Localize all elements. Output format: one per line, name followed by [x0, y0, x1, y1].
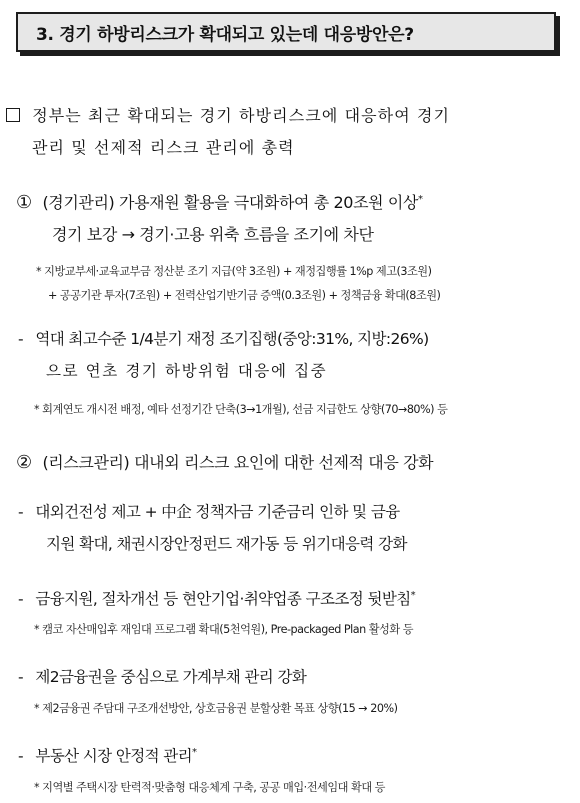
section1-bullet-1-note-text: * 회계연도 개시전 배정, 예타 선정기간 단축(3→1개월), 선금 지급한도 상향(70→80%) 등 [34, 403, 448, 416]
section-title: 3. 경기 하방리스크가 확대되고 있는데 대응방안은? [36, 24, 414, 45]
section2-bullet-1-text-1: 대외건전성 제고 + 中企 정책자금 기준금리 인하 및 금융 [35, 503, 400, 521]
dash-bullet: - [18, 503, 23, 521]
section2-heading-text-1: (리스크관리) 대내외 리스크 요인에 대한 선제적 대응 강화 [42, 453, 434, 472]
dash-bullet: - [18, 747, 23, 765]
dash-bullet: - [18, 590, 23, 608]
section1-heading-line-1 [16, 190, 423, 213]
section1-bullet-1-line-1 [18, 327, 429, 349]
section2-bullet-1-text-2: 지원 확대, 채권시장안정펀드 재가동 등 위기대응력 강화 [46, 535, 407, 553]
section1-heading-text-2: 경기 보강 → 경기·고용 위축 흐름을 조기에 차단 [52, 225, 374, 244]
section1-note-line-1 [36, 263, 431, 279]
section2-bullet-4-footnote-mark: * [192, 747, 197, 758]
section-title-box [16, 12, 556, 52]
section2-bullet-2-line-1 [18, 587, 415, 609]
section1-note-text-1: * 지방교부세·교육교부금 정산분 조기 지급(약 3조원) + 재정집행률 1%p 제고(3조원) [36, 265, 432, 278]
dash-bullet: - [18, 330, 23, 348]
section1-heading-text-1: (경기관리) 가용재원 활용을 극대화하여 총 20조원 이상 [42, 193, 418, 212]
section1-footnote-mark: * [417, 194, 423, 205]
section1-bullet-1-line-2 [46, 359, 327, 381]
intro-line-2 [32, 135, 295, 158]
section2-bullet-1-line-1 [18, 500, 400, 522]
intro-text-1: 정부는 최근 확대되는 경기 하방리스크에 대응하여 경기 [32, 106, 451, 125]
intro-text-2: 관리 및 선제적 리스크 관리에 총력 [32, 138, 295, 157]
section2-bullet-3-text-1: 제2금융권을 중심으로 가계부채 관리 강화 [35, 668, 307, 686]
section2-bullet-2-note [34, 621, 413, 637]
section2-bullet-4-note [34, 779, 385, 795]
section2-bullet-3-note [34, 700, 397, 716]
section2-bullet-4-note-text: * 지역별 주택시장 탄력적·맞춤형 대응체계 구축, 공공 매입·전세임대 확대 등 [34, 781, 385, 794]
section2-bullet-4-text-1: 부동산 시장 안정적 관리 [35, 747, 193, 765]
section2-bullet-2-footnote-mark: * [410, 590, 415, 601]
section2-bullet-1-line-2 [46, 532, 407, 554]
dash-bullet: - [18, 668, 23, 686]
section1-bullet-1-text-2: 으로 연초 경기 하방위험 대응에 집중 [46, 362, 328, 380]
section2-number: ② [16, 452, 32, 473]
section2-bullet-3-note-text: * 제2금융권 주담대 구조개선방안, 상호금융권 분할상환 목표 상향(15 → 20%) [34, 702, 398, 715]
checkbox-square-icon [6, 108, 20, 122]
intro-line-1 [6, 103, 450, 126]
section1-number: ① [16, 192, 32, 213]
section1-bullet-1-text-1: 역대 최고수준 1/4분기 재정 조기집행(중앙:31%, 지방:26%) [35, 330, 429, 348]
section1-heading-line-2 [52, 222, 374, 245]
section1-note-text-2: + 공공기관 투자(7조원) + 전력산업기반기금 증액(0.3조원) + 정책금융 확대(8조원) [48, 289, 441, 302]
section2-bullet-3-line-1 [18, 665, 306, 687]
section2-bullet-4-line-1 [18, 744, 196, 766]
section2-bullet-2-text-1: 금융지원, 절차개선 등 현안기업·취약업종 구조조정 뒷받침 [35, 590, 411, 608]
section1-note-line-2 [48, 287, 440, 303]
section2-bullet-2-note-text: * 캠코 자산매입후 재임대 프로그램 확대(5천억원), Pre-packaged Plan 활성화 등 [34, 623, 414, 636]
section2-heading-line-1 [16, 450, 433, 473]
section1-bullet-1-note [34, 401, 447, 417]
